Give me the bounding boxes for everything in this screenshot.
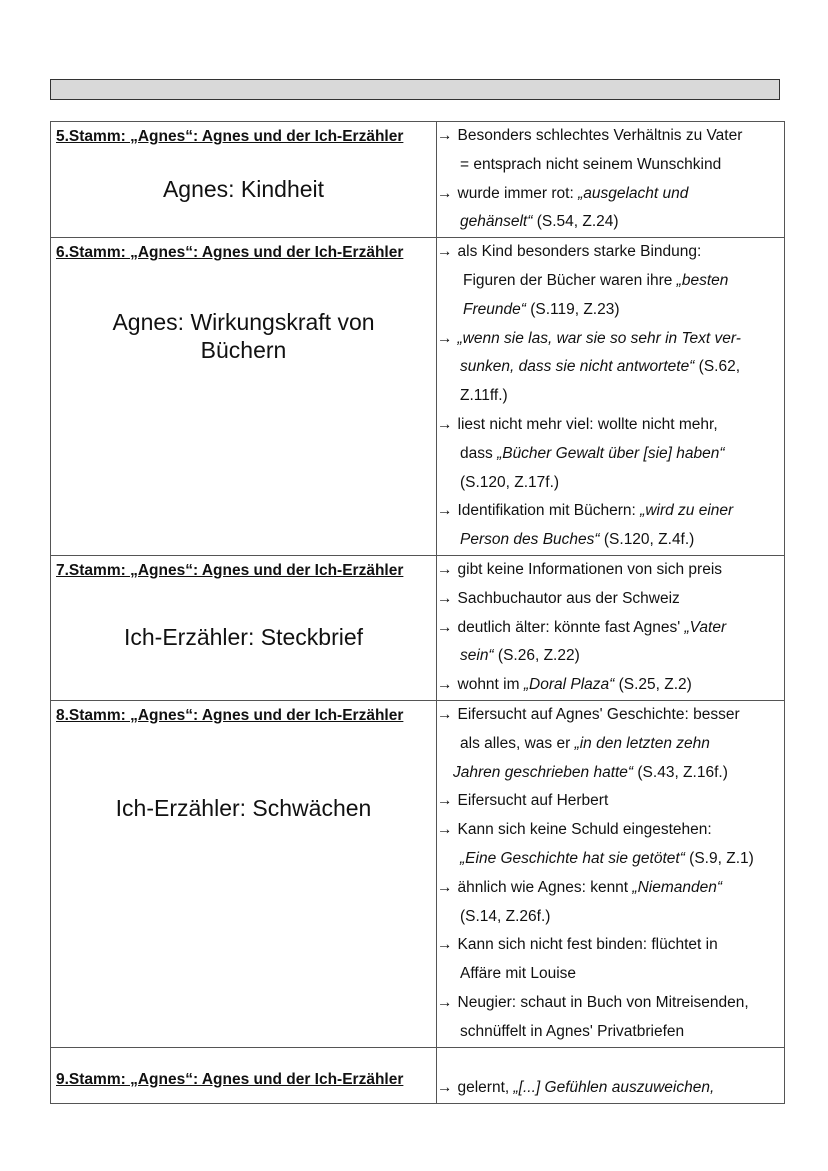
answer-line: Z.11ff.)	[460, 387, 508, 405]
answer-line: sunken, dass sie nicht antwortete“ (S.62,	[460, 358, 741, 376]
arrow-icon: →	[437, 329, 453, 347]
card-row	[51, 1047, 785, 1103]
answer-line: Jahren geschrieben hatte“ (S.43, Z.16f.)	[453, 763, 728, 781]
answer-line: (S.14, Z.26f.)	[460, 907, 551, 925]
answer-line: → liest nicht mehr viel: wollte nicht mehr,	[437, 415, 718, 433]
answer-line: „Eine Geschichte hat sie getötet“ (S.9, Z.1)	[460, 849, 754, 867]
arrow-icon: →	[437, 127, 453, 144]
card-row	[51, 122, 785, 238]
card-heading: 9.Stamm: „Agnes“: Agnes und der Ich-Erzähler	[56, 1070, 404, 1088]
card-question-cell	[51, 555, 437, 700]
answer-line: → Sachbuchautor aus der Schweiz	[437, 589, 680, 607]
answer-line: als alles, was er „in den letzten zehn	[460, 734, 710, 752]
answer-line: Freunde“ (S.119, Z.23)	[463, 300, 620, 318]
arrow-icon: →	[437, 705, 453, 723]
answer-line: → Kann sich keine Schuld eingestehen:	[437, 821, 712, 839]
answer-line: → Identifikation mit Büchern: „wird zu einer	[437, 502, 734, 520]
answer-line: Affäre mit Louise	[460, 965, 577, 983]
card-heading: 7.Stamm: „Agnes“: Agnes und der Ich-Erzähler	[56, 561, 404, 579]
answer-line: → ähnlich wie Agnes: kennt „Niemanden“	[437, 878, 723, 896]
answer-line: (S.120, Z.17f.)	[460, 473, 560, 491]
answer-line: → gelernt, „[...] Gefühlen auszuweichen,	[437, 1078, 715, 1096]
arrow-icon: →	[437, 502, 453, 520]
card-answer-cell	[437, 1047, 785, 1103]
answer-line: schnüffelt in Agnes' Privatbriefen	[460, 1022, 685, 1040]
answer-line: → Kann sich nicht fest binden: flüchtet in	[437, 936, 718, 954]
answer-line: → wurde immer rot: „ausgelacht und	[437, 184, 689, 202]
answer-line: dass „Bücher Gewalt über [sie] haben“	[460, 444, 725, 462]
card-topic: Ich-Erzähler: Steckbrief	[123, 623, 364, 650]
card-question-cell	[51, 122, 437, 238]
answer-line: → Eifersucht auf Herbert	[437, 792, 609, 810]
card-row	[51, 238, 785, 556]
flashcard-table	[50, 121, 785, 1104]
card-topic: Agnes: Wirkungskraft von Büchern	[112, 309, 375, 364]
card-answer-cell	[437, 122, 785, 238]
arrow-icon: →	[437, 936, 453, 954]
card-row	[51, 700, 785, 1047]
answer-line: Person des Buches“ (S.120, Z.4f.)	[460, 531, 695, 549]
answer-line: → Besonders schlechtes Verhältnis zu Vater	[437, 127, 743, 144]
card-heading: 5.Stamm: „Agnes“: Agnes und der Ich-Erzähler	[56, 128, 404, 145]
arrow-icon: →	[437, 993, 453, 1011]
arrow-icon: →	[437, 618, 453, 636]
card-heading: 8.Stamm: „Agnes“: Agnes und der Ich-Erzähler	[56, 706, 404, 724]
card-answer-cell	[437, 555, 785, 700]
answer-line: sein“ (S.26, Z.22)	[460, 647, 580, 665]
arrow-icon: →	[437, 1078, 453, 1096]
card-question-cell	[51, 700, 437, 1047]
arrow-icon: →	[437, 589, 453, 607]
answer-line: gehänselt“ (S.54, Z.24)	[460, 213, 619, 231]
answer-line: → als Kind besonders starke Bindung:	[437, 243, 702, 261]
answer-line: = entsprach nicht seinem Wunschkind	[460, 155, 722, 173]
card-answer-cell	[437, 238, 785, 556]
card-answer-cell	[437, 700, 785, 1047]
answer-line: → gibt keine Informationen von sich preis	[437, 560, 723, 578]
answer-line: → deutlich älter: könnte fast Agnes' „Vater	[437, 618, 727, 636]
arrow-icon: →	[437, 792, 453, 810]
arrow-icon: →	[437, 415, 453, 433]
card-question-cell	[51, 1047, 437, 1103]
arrow-icon: →	[437, 184, 453, 202]
arrow-icon: →	[437, 560, 453, 578]
answer-line: Figuren der Bücher waren ihre „besten	[463, 271, 729, 289]
arrow-icon: →	[437, 878, 453, 896]
arrow-icon: →	[437, 821, 453, 839]
card-topic: Ich-Erzähler: Schwächen	[115, 795, 372, 822]
card-heading: 6.Stamm: „Agnes“: Agnes und der Ich-Erzähler	[56, 244, 404, 262]
answer-line: → Neugier: schaut in Buch von Mitreisenden,	[437, 993, 749, 1011]
answer-line: → Eifersucht auf Agnes' Geschichte: besser	[437, 705, 740, 723]
arrow-icon: →	[437, 676, 453, 694]
card-row	[51, 555, 785, 700]
card-topic: Agnes: Kindheit	[162, 175, 325, 202]
card-question-cell	[51, 238, 437, 556]
answer-line: → „wenn sie las, war sie so sehr in Text ver-	[437, 329, 741, 347]
answer-line: → wohnt im „Doral Plaza“ (S.25, Z.2)	[437, 676, 692, 694]
arrow-icon: →	[437, 243, 453, 261]
header-bar	[50, 79, 780, 100]
